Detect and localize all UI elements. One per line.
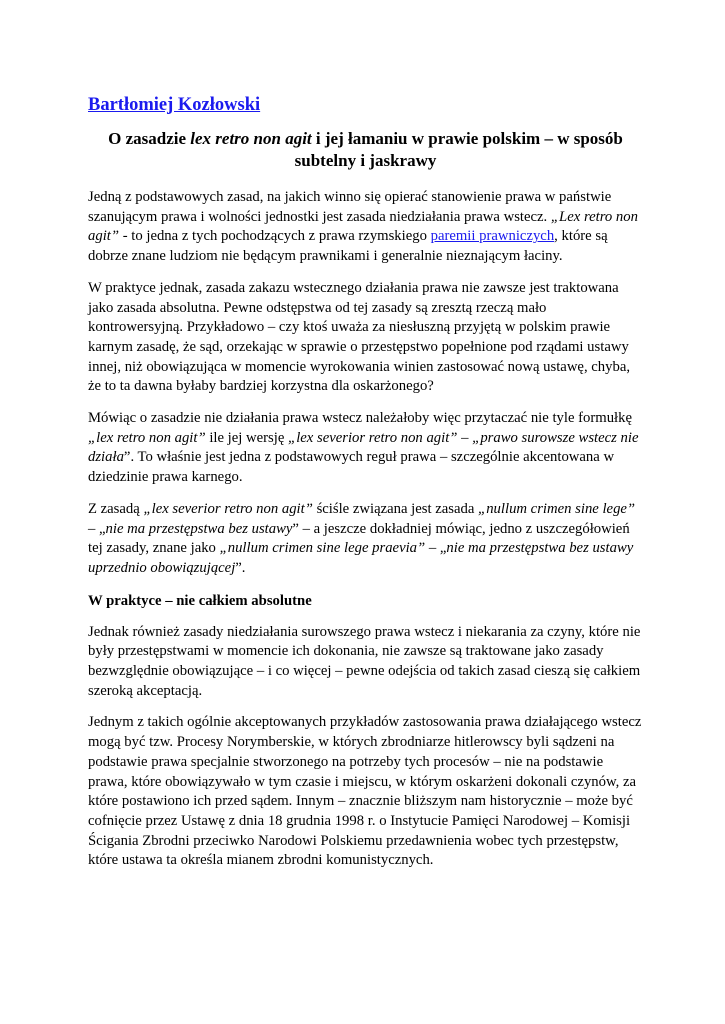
text-line: które ustawa ta określa mianem zbrodni komunistycznych. xyxy=(88,852,434,869)
text-line: podstawie prawa specjalnie stworzonego na potrzeby tych procesów – nie na podstawie xyxy=(88,753,604,770)
text-line: Jedną z podstawowych zasad, na jakich winno się opierać stanowienie prawa w państwie xyxy=(88,189,612,205)
italic-phrase: „nullum crimen sine lege” xyxy=(478,500,636,517)
text-line xyxy=(88,448,643,468)
text-line: dobrze znane ludziom nie będącym prawnikami i generalnie nieznającym łaciny. xyxy=(88,248,563,265)
text-span: – „ xyxy=(88,520,106,537)
text-span: ile jej wersję xyxy=(205,429,289,446)
text-line: mogą być tzw. Procesy Norymberskie, w których zbrodniarze hitlerowscy byli sądzeni na xyxy=(88,734,615,751)
text-line: które postawiono ich przed sądem. Innym – znacznie bliższym nam historycznie – może być xyxy=(88,793,633,810)
text-span: , które są xyxy=(554,228,608,245)
text-line xyxy=(88,559,643,579)
title-line-2: subtelny i jaskrawy xyxy=(294,151,437,170)
text-line: szeroką akceptacją. xyxy=(88,682,203,699)
title-italic-phrase: lex retro non agit xyxy=(190,129,312,148)
text-line: Jednym z takich ogólnie akceptowanych przykładów zastosowania prawa działającego wstecz xyxy=(88,714,642,731)
text-line: dziedzinie prawa karnego. xyxy=(88,469,243,486)
text-line xyxy=(88,208,643,228)
text-line: W praktyce jednak, zasada zakazu wstecznego działania prawa nie zawsze jest traktowana xyxy=(88,279,619,296)
italic-phrase: „lex severior retro non agit” xyxy=(143,500,313,517)
paragraph-3 xyxy=(88,409,643,488)
text-span: ”. xyxy=(235,559,246,576)
paremie-link[interactable]: paremii prawniczych xyxy=(430,228,555,245)
text-span: ściśle związana jest zasada xyxy=(312,500,479,517)
paragraph-4 xyxy=(88,500,643,579)
text-line xyxy=(88,539,643,559)
text-line: Ścigania Zbrodni przeciwko Narodowi Polskiemu przedawnienia wobec tych przestępstw, xyxy=(88,832,619,849)
text-line: Mówiąc o zasadzie nie działania prawa wstecz należałoby więc przytaczać nie tyle formułkę xyxy=(88,410,632,427)
text-span: ”. To właśnie jest jedna z podstawowych reguł prawa – szczególnie akcentowana w xyxy=(123,449,615,466)
text-line: kontrowersyjną. Przykładowo – czy ktoś uważa za niesłuszną przyjętą w polskim prawie xyxy=(88,319,611,336)
italic-phrase: „lex retro non agit” xyxy=(88,429,206,446)
text-span: tej zasady, znane jako xyxy=(88,540,220,557)
title-text-end: i jej łamaniu w prawie polskim – w sposób xyxy=(311,129,623,148)
italic-phrase: „Lex retro non xyxy=(550,208,638,225)
text-line: Jednak również zasady niedziałania surowszego prawa wstecz i niekarania za czyny, które nie xyxy=(88,623,641,640)
paragraph-2 xyxy=(88,279,643,397)
text-line: prawa, które obowiązywało w tym czasie i miejscu, w którym oskarżeni dokonali czynów, za xyxy=(88,773,637,790)
italic-phrase: uprzednio obowiązującej xyxy=(88,559,236,576)
italic-phrase: „prawo surowsze wstecz nie xyxy=(472,429,639,446)
text-line: innej, niż obowiązująca w momencie wyrokowania winien zastosować nową ustawę, chyba, xyxy=(88,358,631,375)
text-line: bezwzględnie obowiązujące – i co więcej – pewne odejścia od takich zasad cieszą się całkiem xyxy=(88,663,641,680)
italic-phrase: „lex severior retro non agit” xyxy=(288,429,458,446)
text-span: szanującym prawa i wolności jednostki jest zasada niedziałania prawa wstecz. xyxy=(88,208,551,225)
text-line xyxy=(88,500,643,520)
italic-phrase: nie ma przestępstwa bez ustawy xyxy=(105,520,293,537)
text-span: - to jedna z tych pochodzących z prawa rzymskiego xyxy=(119,228,431,245)
italic-phrase: działa xyxy=(88,449,124,466)
text-span: ” – a jeszcze dokładniej mówiąc, jedno z uszczegółowień xyxy=(292,520,630,537)
text-span: Z zasadą xyxy=(88,500,144,517)
text-span: – xyxy=(457,429,473,446)
italic-phrase: „nullum crimen sine lege praevia” xyxy=(219,540,426,557)
text-line: jako zasada absolutna. Pewne odstępstwa od tej zasady są zresztą rzeczą mało xyxy=(88,299,547,316)
title-text-start: O zasadzie xyxy=(108,129,191,148)
text-line: cofnięcie przez Ustawę z dnia 18 grudnia 1998 r. o Instytucie Pamięci Narodowej – Komisji xyxy=(88,812,631,829)
paragraph-1 xyxy=(88,188,643,267)
author-name[interactable]: Bartłomiej Kozłowski xyxy=(88,95,261,115)
italic-phrase: agit” xyxy=(88,228,120,245)
text-line: że to ta dawna byłaby bardziej korzystna dla oskarżonego? xyxy=(88,378,434,395)
text-span: – „ xyxy=(425,540,447,557)
text-line: karnym zasadę, że sąd, orzekając w sprawie o przestępstwo popełnione pod rządami ustawy xyxy=(88,338,629,355)
section-heading: W praktyce – nie całkiem absolutne xyxy=(88,592,312,609)
text-line xyxy=(88,520,643,540)
text-line xyxy=(88,429,643,449)
article-title xyxy=(88,128,643,172)
text-line xyxy=(88,227,643,247)
article-body xyxy=(88,188,643,883)
text-line: były przestępstwami w momencie ich dokonania, nie zawsze są traktowane jako zasady xyxy=(88,643,604,660)
paragraph-6 xyxy=(88,713,643,871)
italic-phrase: nie ma przestępstwa bez ustawy xyxy=(446,540,634,557)
paragraph-5 xyxy=(88,623,643,702)
